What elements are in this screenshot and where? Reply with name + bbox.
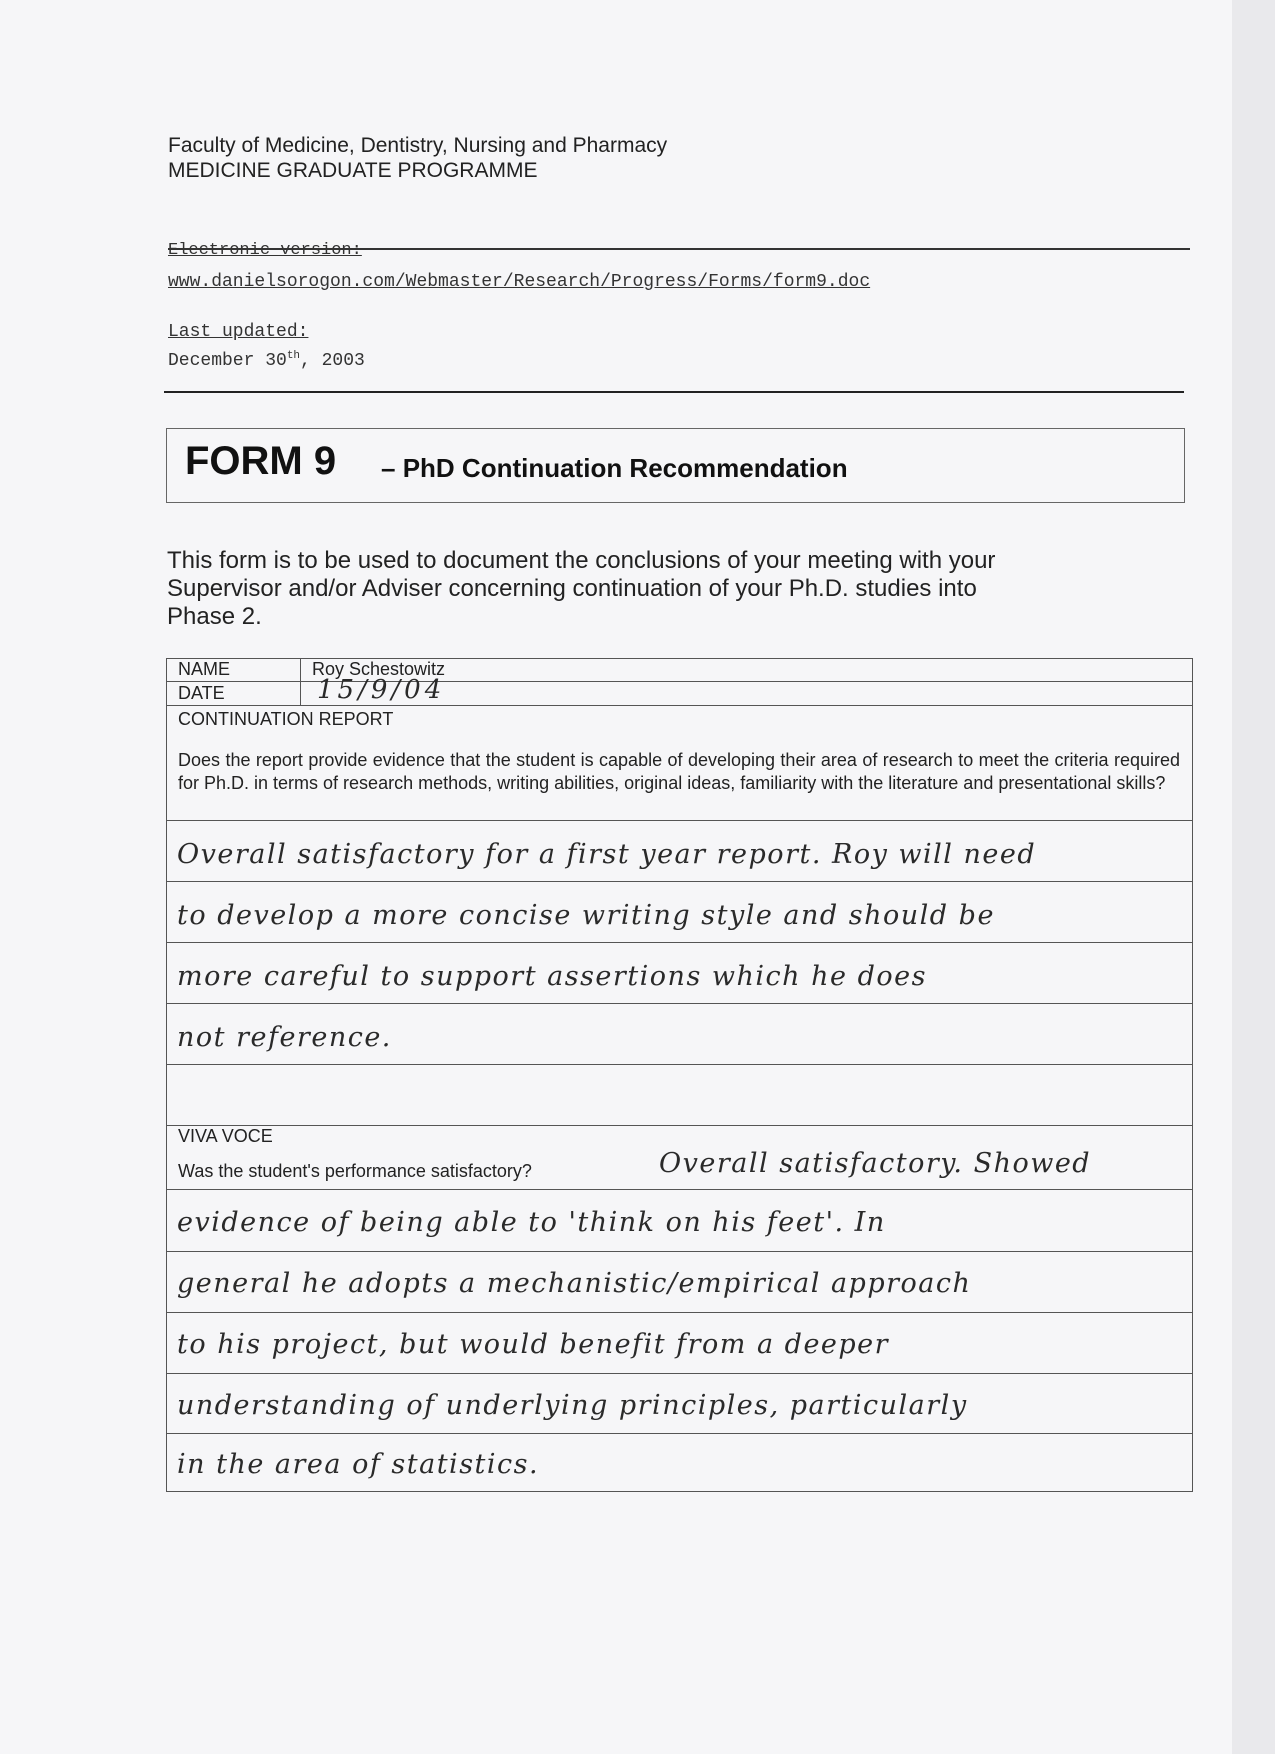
form-number: FORM 9: [185, 439, 337, 483]
name-value: Roy Schestowitz: [312, 659, 446, 679]
form-subtitle: – PhD Continuation Recommendation: [381, 453, 848, 483]
date-value-handwritten: 15/9/04: [317, 675, 446, 705]
electronic-version-label: Electronic version:: [168, 241, 362, 260]
last-updated-label: Last updated:: [168, 322, 309, 342]
continuation-answer-line: not reference.: [177, 1022, 392, 1053]
scan-edge: [1232, 0, 1275, 1754]
faculty-header: [168, 133, 667, 183]
date-label: DATE: [178, 683, 225, 703]
viva-voce-heading: VIVA VOCE: [178, 1126, 273, 1146]
continuation-question: Does the report provide evidence that the student is capable of developing their area of research to meet the criteria required for Ph.D. in terms of research methods, writing abilities, original ideas, familiarity with the literature and presentational skills?: [178, 750, 1180, 793]
viva-answer-first-line: Overall satisfactory. Showed: [659, 1148, 1092, 1179]
continuation-heading: CONTINUATION REPORT: [178, 709, 394, 729]
name-date-divider: [300, 659, 301, 705]
last-updated-date: December 30th, 2003: [168, 350, 365, 371]
faculty-name: Faculty of Medicine, Dentistry, Nursing and Pharmacy: [168, 134, 668, 157]
continuation-answer-line: to develop a more concise writing style and should be: [177, 900, 995, 931]
intro-paragraph: This form is to be used to document the conclusions of your meeting with your Supervisor and/or Adviser concerning continuation of your Ph.D. studies into Phase 2.: [167, 547, 996, 630]
name-label: NAME: [178, 659, 231, 679]
viva-answer-line: to his project, but would benefit from a deeper: [177, 1329, 890, 1360]
form-title-box: [166, 428, 1185, 503]
programme-name: MEDICINE GRADUATE PROGRAMME: [168, 159, 538, 182]
section-rule: [164, 391, 1184, 393]
continuation-answer-line: Overall satisfactory for a first year report. Roy will need: [177, 839, 1037, 870]
form-table: [166, 658, 1193, 1492]
viva-answer-line: understanding of underlying principles, particularly: [177, 1390, 968, 1421]
top-rule: [168, 248, 1190, 250]
viva-answer-line: general he adopts a mechanistic/empirical approach: [177, 1268, 972, 1299]
continuation-answer-line: more careful to support assertions which he does: [177, 961, 927, 992]
viva-answer-line: in the area of statistics.: [177, 1449, 540, 1480]
viva-answer-line: evidence of being able to 'think on his feet'. In: [177, 1207, 886, 1238]
viva-voce-question: Was the student's performance satisfactory?: [178, 1161, 532, 1181]
electronic-version-link[interactable]: www.danielsorogon.com/Webmaster/Research/Progress/Forms/form9.doc: [168, 272, 871, 292]
